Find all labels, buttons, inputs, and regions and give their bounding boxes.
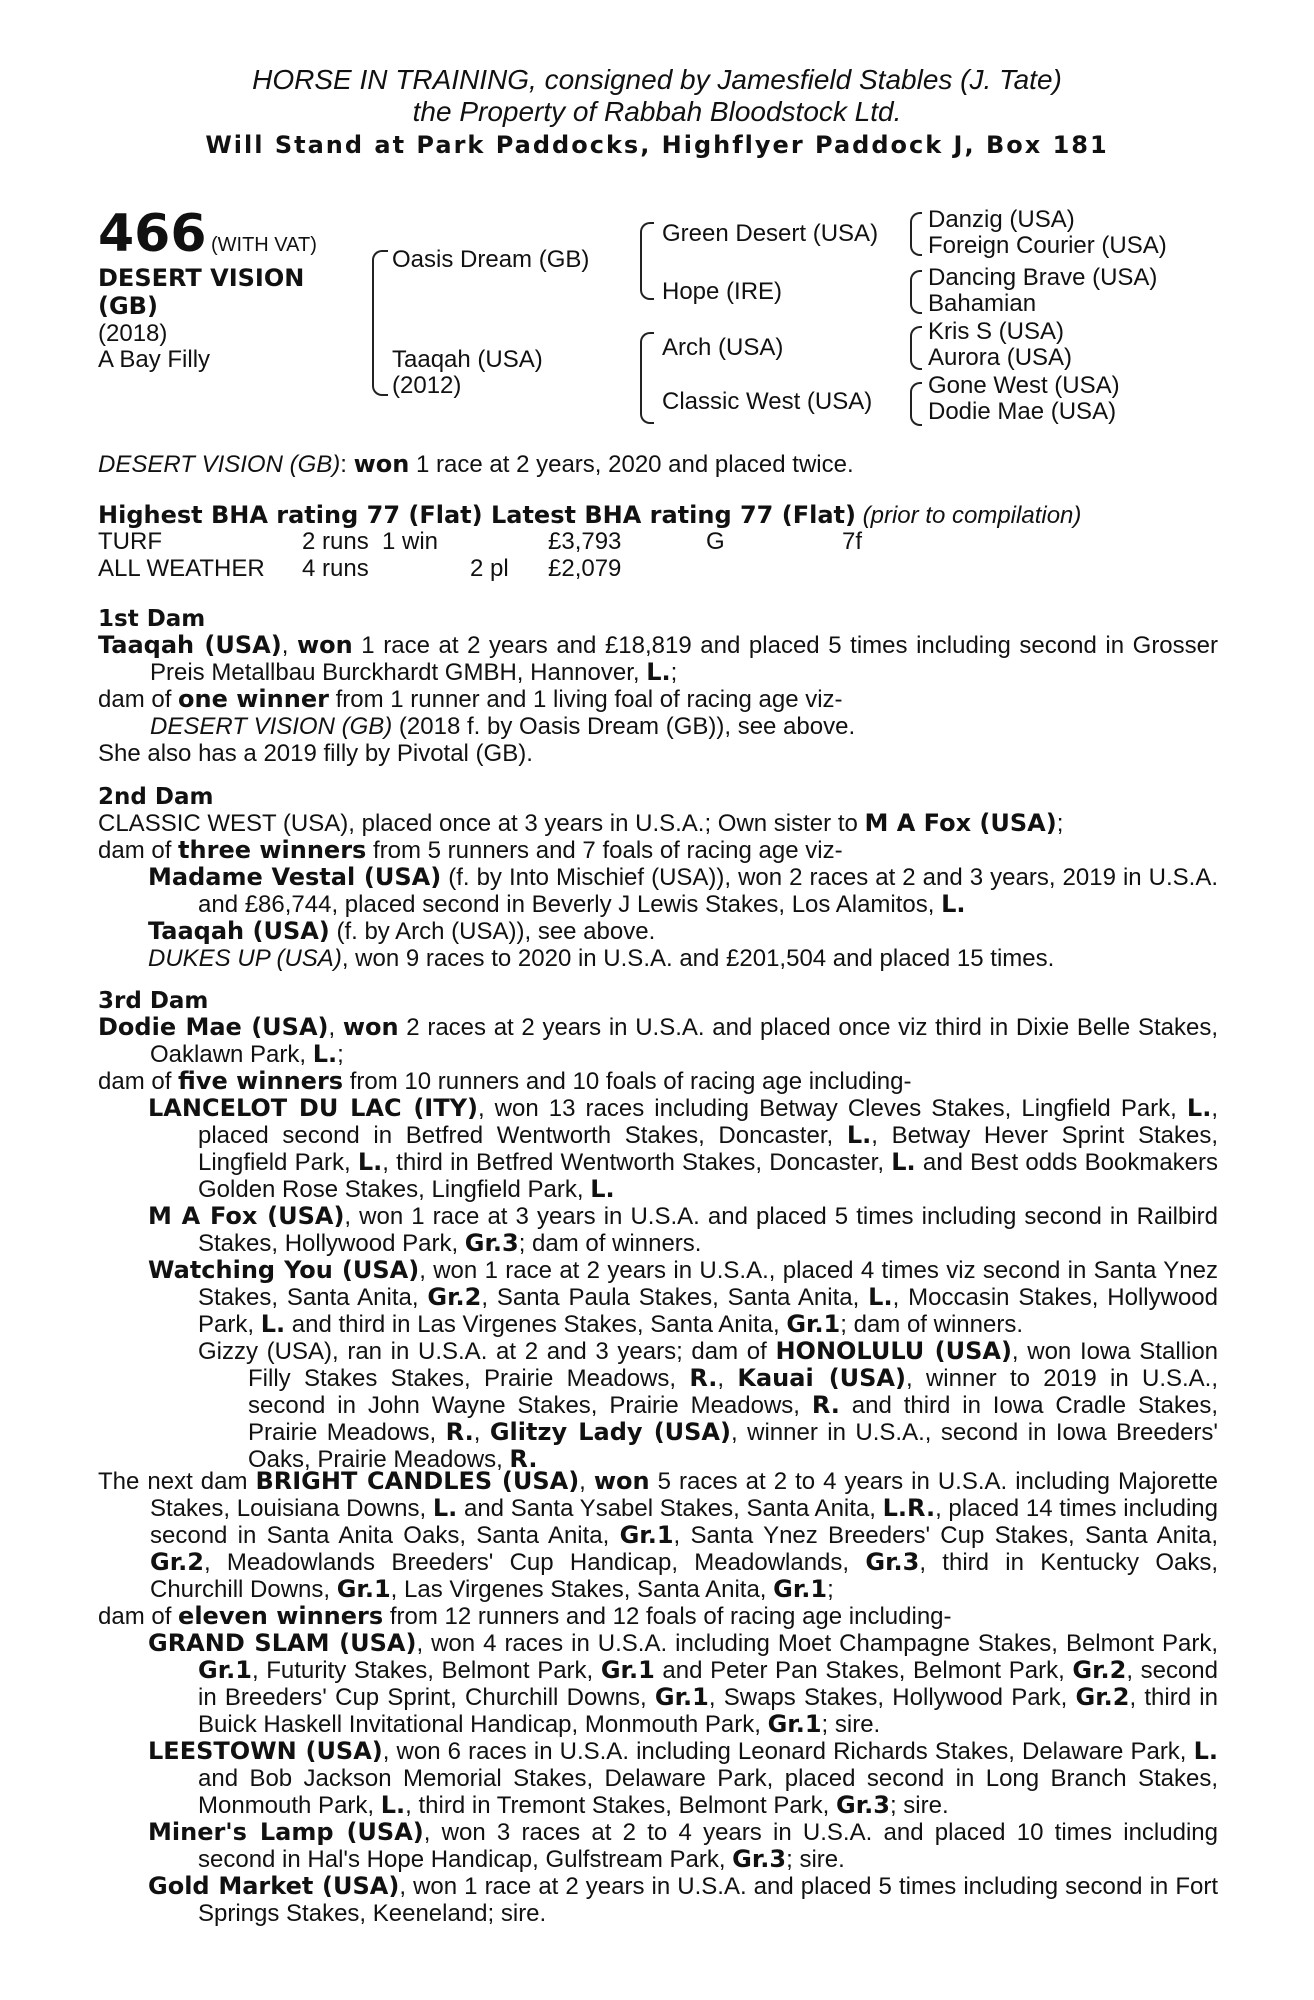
- record-turf-runs: 2 runs: [302, 528, 369, 555]
- horse-name: DESERT VISION: [98, 264, 305, 292]
- header-location: Will Stand at Park Paddocks, Highflyer Paddock J, Box 181: [205, 131, 1109, 159]
- section-third-dam: 3rd Dam: [98, 988, 209, 1014]
- pedigree-bracket-g3: [910, 326, 922, 370]
- pedigree-bracket-g4: [910, 382, 922, 426]
- third-dam-text: Dodie Mae (USA), won 2 races at 2 years in U.S.A. and placed once viz third in Dixie Belle Stakes, Oaklawn Park, L.; dam of five winners from 10 runners and 10 foals of racing age including- LANCELOT DU LAC (ITY), won 13 races including Betway Cleves Stakes, Lingfield Park, L., placed second in Betfred Wentworth Stakes, Doncaster, L., Betway Hever Sprint Stakes, Lingfield Park, L., third in Betfred Wentworth Stakes, Doncaster, L. and Best odds Bookmakers Golden Rose Stakes, Lingfield Park, L. M A Fox (USA), won 1 race at 3 years in U.S.A. and placed 5 times including second in Railbird Stakes, Hollywood Park, Gr.3; dam of winners. Watching You (USA), won 1 race at 2 years in U.S.A., placed 4 times viz second in Santa Ynez Stakes, Santa Anita, Gr.2, Santa Paula Stakes, Santa Anita, L., Moccasin Stakes, Hollywood Park, L. and third in Las Virgenes Stakes, Santa Anita, Gr.1; dam of winners. Gizzy (USA), ran in U.S.A. at 2 and 3 years; dam of HONOLULU (USA), won Iowa Stallion Filly Stakes Stakes, Prairie Meadows, R., Kauai (USA), winner to 2019 in U.S.A., second in John Wayne Stakes, Prairie Meadows, R. and third in Iowa Cradle Stakes, Prairie Meadows, R., Glitzy Lady (USA), winner in U.S.A., second in Iowa Breeders' Oaks, Prairie Meadows, R.: [98, 1013, 1219, 1473]
- pedigree-g4: Bahamian: [928, 290, 1037, 317]
- pedigree-bracket-dam: [640, 332, 654, 424]
- summary-horse-name: DESERT VISION (GB): [98, 451, 341, 478]
- header-consignor: HORSE IN TRAINING, consigned by Jamesfield Stables (J. Tate): [252, 64, 1062, 95]
- section-first-dam: 1st Dam: [98, 606, 206, 632]
- pedigree-bracket-sire: [640, 222, 654, 300]
- next-dam-text: The next dam BRIGHT CANDLES (USA), won 5 races at 2 to 4 years in U.S.A. including Majorette Stakes, Louisiana Downs, L. and Santa Ysabel Stakes, Santa Anita, L.R., placed 14 times including second in Santa Anita Oaks, Santa Anita, Gr.1, Santa Ynez Breeders' Cup Stakes, Santa Anita, Gr.2, Meadowlands Breeders' Cup Handicap, Meadowlands, Gr.3, third in Kentucky Oaks, Churchill Downs, Gr.1, Las Virgenes Stakes, Santa Anita, Gr.1; dam of eleven winners from 12 runners and 12 foals of racing age including- GRAND SLAM (USA), won 4 races in U.S.A. including Moet Champagne Stakes, Belmont Park, Gr.1, Futurity Stakes, Belmont Park, Gr.1 and Peter Pan Stakes, Belmont Park, Gr.2, second in Breeders' Cup Sprint, Churchill Downs, Gr.1, Swaps Stakes, Hollywood Park, Gr.2, third in Buick Haskell Invitational Handicap, Monmouth Park, Gr.1; sire. LEESTOWN (USA), won 6 races in U.S.A. including Leonard Richards Stakes, Delaware Park, L. and Bob Jackson Memorial Stakes, Delaware Park, placed second in Long Branch Stakes, Monmouth Park, L., third in Tremont Stakes, Belmont Park, Gr.3; sire. Miner's Lamp (USA), won 3 races at 2 to 4 years in U.S.A. and placed 10 times including second in Hal's Hope Handicap, Gulfstream Park, Gr.3; sire. Gold Market (USA), won 1 race at 2 years in U.S.A. and placed 5 times including second in Fort Springs Stakes, Keeneland; sire.: [98, 1467, 1219, 1927]
- pedigree-bracket-g2: [910, 270, 922, 314]
- record-turf-wins: 1 win: [382, 528, 439, 555]
- pedigree-g2: Foreign Courier (USA): [928, 232, 1167, 259]
- record-aw-placed: 2 pl: [470, 555, 509, 582]
- record-turf-prize: £3,793: [548, 528, 622, 555]
- section-second-dam: 2nd Dam: [98, 784, 214, 810]
- record-turf-going: G: [706, 528, 725, 555]
- bha-ratings: [98, 502, 1081, 529]
- header-property: the Property of Rabbah Bloodstock Ltd.: [412, 96, 902, 127]
- lot-number-row: [98, 206, 317, 262]
- race-summary: [98, 451, 854, 478]
- record-turf-distance: 7f: [842, 528, 863, 555]
- horse-country: (GB): [98, 292, 158, 320]
- pedigree-g6: Aurora (USA): [928, 344, 1073, 371]
- horse-description: A Bay Filly: [98, 346, 211, 373]
- lot-number: 466: [98, 204, 207, 264]
- horse-year: (2018): [98, 320, 168, 347]
- pedigree-sire-dam: Hope (IRE): [662, 278, 783, 305]
- record-turf-surface: TURF: [98, 528, 162, 555]
- first-dam-text: Taaqah (USA), won 1 race at 2 years and £18,819 and placed 5 times including second in Grosser Preis Metallbau Burckhardt GMBH, Hannover, L.; dam of one winner from 1 runner and 1 living foal of racing age viz- DESERT VISION (GB) (2018 f. by Oasis Dream (GB)), see above. She also has a 2019 filly by Pivotal (GB).: [98, 631, 1218, 767]
- pedigree-bracket-main: [372, 250, 388, 396]
- pedigree-bracket-g1: [910, 212, 922, 256]
- record-aw-prize: £2,079: [548, 555, 622, 582]
- pedigree-dam-year: (2012): [392, 372, 462, 399]
- record-aw-surface: ALL WEATHER: [98, 555, 265, 582]
- pedigree-g7: Gone West (USA): [928, 372, 1120, 399]
- summary-detail: 1 race at 2 years, 2020 and placed twice.: [409, 451, 854, 478]
- pedigree-dam-dam: Classic West (USA): [662, 388, 873, 415]
- pedigree-sire: Oasis Dream (GB): [392, 246, 590, 273]
- pedigree-dam-sire: Arch (USA): [662, 334, 784, 361]
- second-dam-text: CLASSIC WEST (USA), placed once at 3 years in U.S.A.; Own sister to M A Fox (USA); dam of three winners from 5 runners and 7 foals of racing age viz- Madame Vestal (USA) (f. by Into Mischief (USA)), won 2 races at 2 and 3 years, 2019 in U.S.A. and £86,744, placed second in Beverly J Lewis Stakes, Los Alamitos, L. Taaqah (USA) (f. by Arch (USA)), see above. DUKES UP (USA), won 9 races to 2020 in U.S.A. and £201,504 and placed 15 times.: [98, 809, 1219, 972]
- lot-vat: (WITH VAT): [211, 234, 317, 256]
- pedigree-g1: Danzig (USA): [928, 206, 1075, 233]
- pedigree-sire-sire: Green Desert (USA): [662, 220, 879, 247]
- pedigree-g3: Dancing Brave (USA): [928, 264, 1158, 291]
- pedigree-dam: Taaqah (USA): [392, 346, 543, 373]
- pedigree-g8: Dodie Mae (USA): [928, 398, 1117, 425]
- ratings-bold: Highest BHA rating 77 (Flat) Latest BHA rating 77 (Flat): [98, 501, 856, 529]
- summary-won: won: [353, 450, 410, 478]
- pedigree-g5: Kris S (USA): [928, 318, 1065, 345]
- record-aw-runs: 4 runs: [302, 555, 369, 582]
- summary-colon: :: [340, 451, 354, 478]
- ratings-note: (prior to compilation): [862, 502, 1082, 529]
